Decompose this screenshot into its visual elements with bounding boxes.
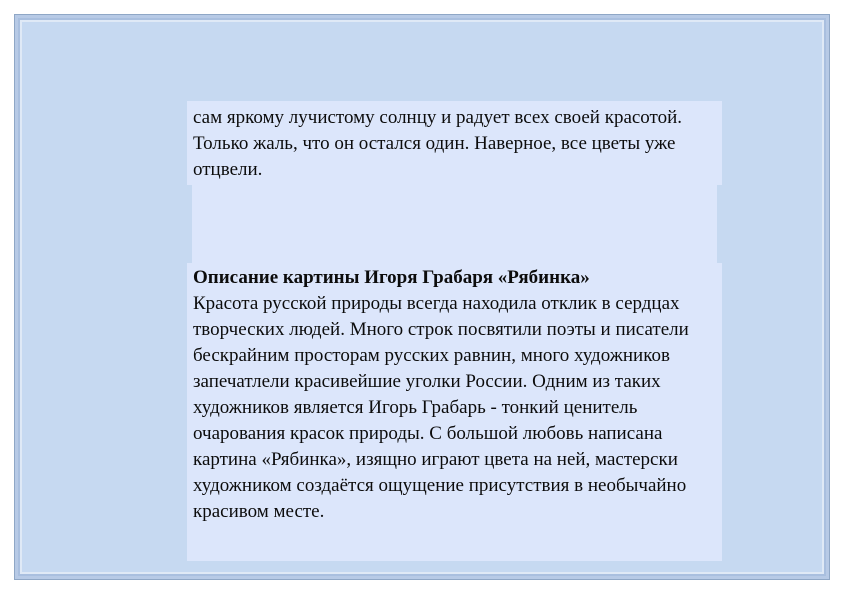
article-heading: Описание картины Игоря Грабаря «Рябинка»	[193, 267, 590, 288]
text-block-top	[187, 101, 722, 185]
top-paragraph: сам яркому лучистому солнцу и радует всех своей красотой. Только жаль, что он остался один. Наверное, все цветы уже отцвели.	[193, 107, 683, 180]
text-block-spacer	[192, 185, 717, 263]
text-block-article	[187, 263, 722, 561]
article-body: Красота русской природы всегда находила отклик в сердцах творческих людей. Много строк посвятили поэты и писатели бескрайним просторам русских равнин, много художников запечатлели красивейшие уголки России. Одним из таких художников является Игорь Грабарь - тонкий ценитель очарования красок природы. С большой любовь написана картина «Рябинка», изящно играют цвета на ней, мастерски художником создаётся ощущение присутствия в необычайно красивом месте.	[193, 293, 689, 522]
slide-background	[14, 14, 830, 580]
